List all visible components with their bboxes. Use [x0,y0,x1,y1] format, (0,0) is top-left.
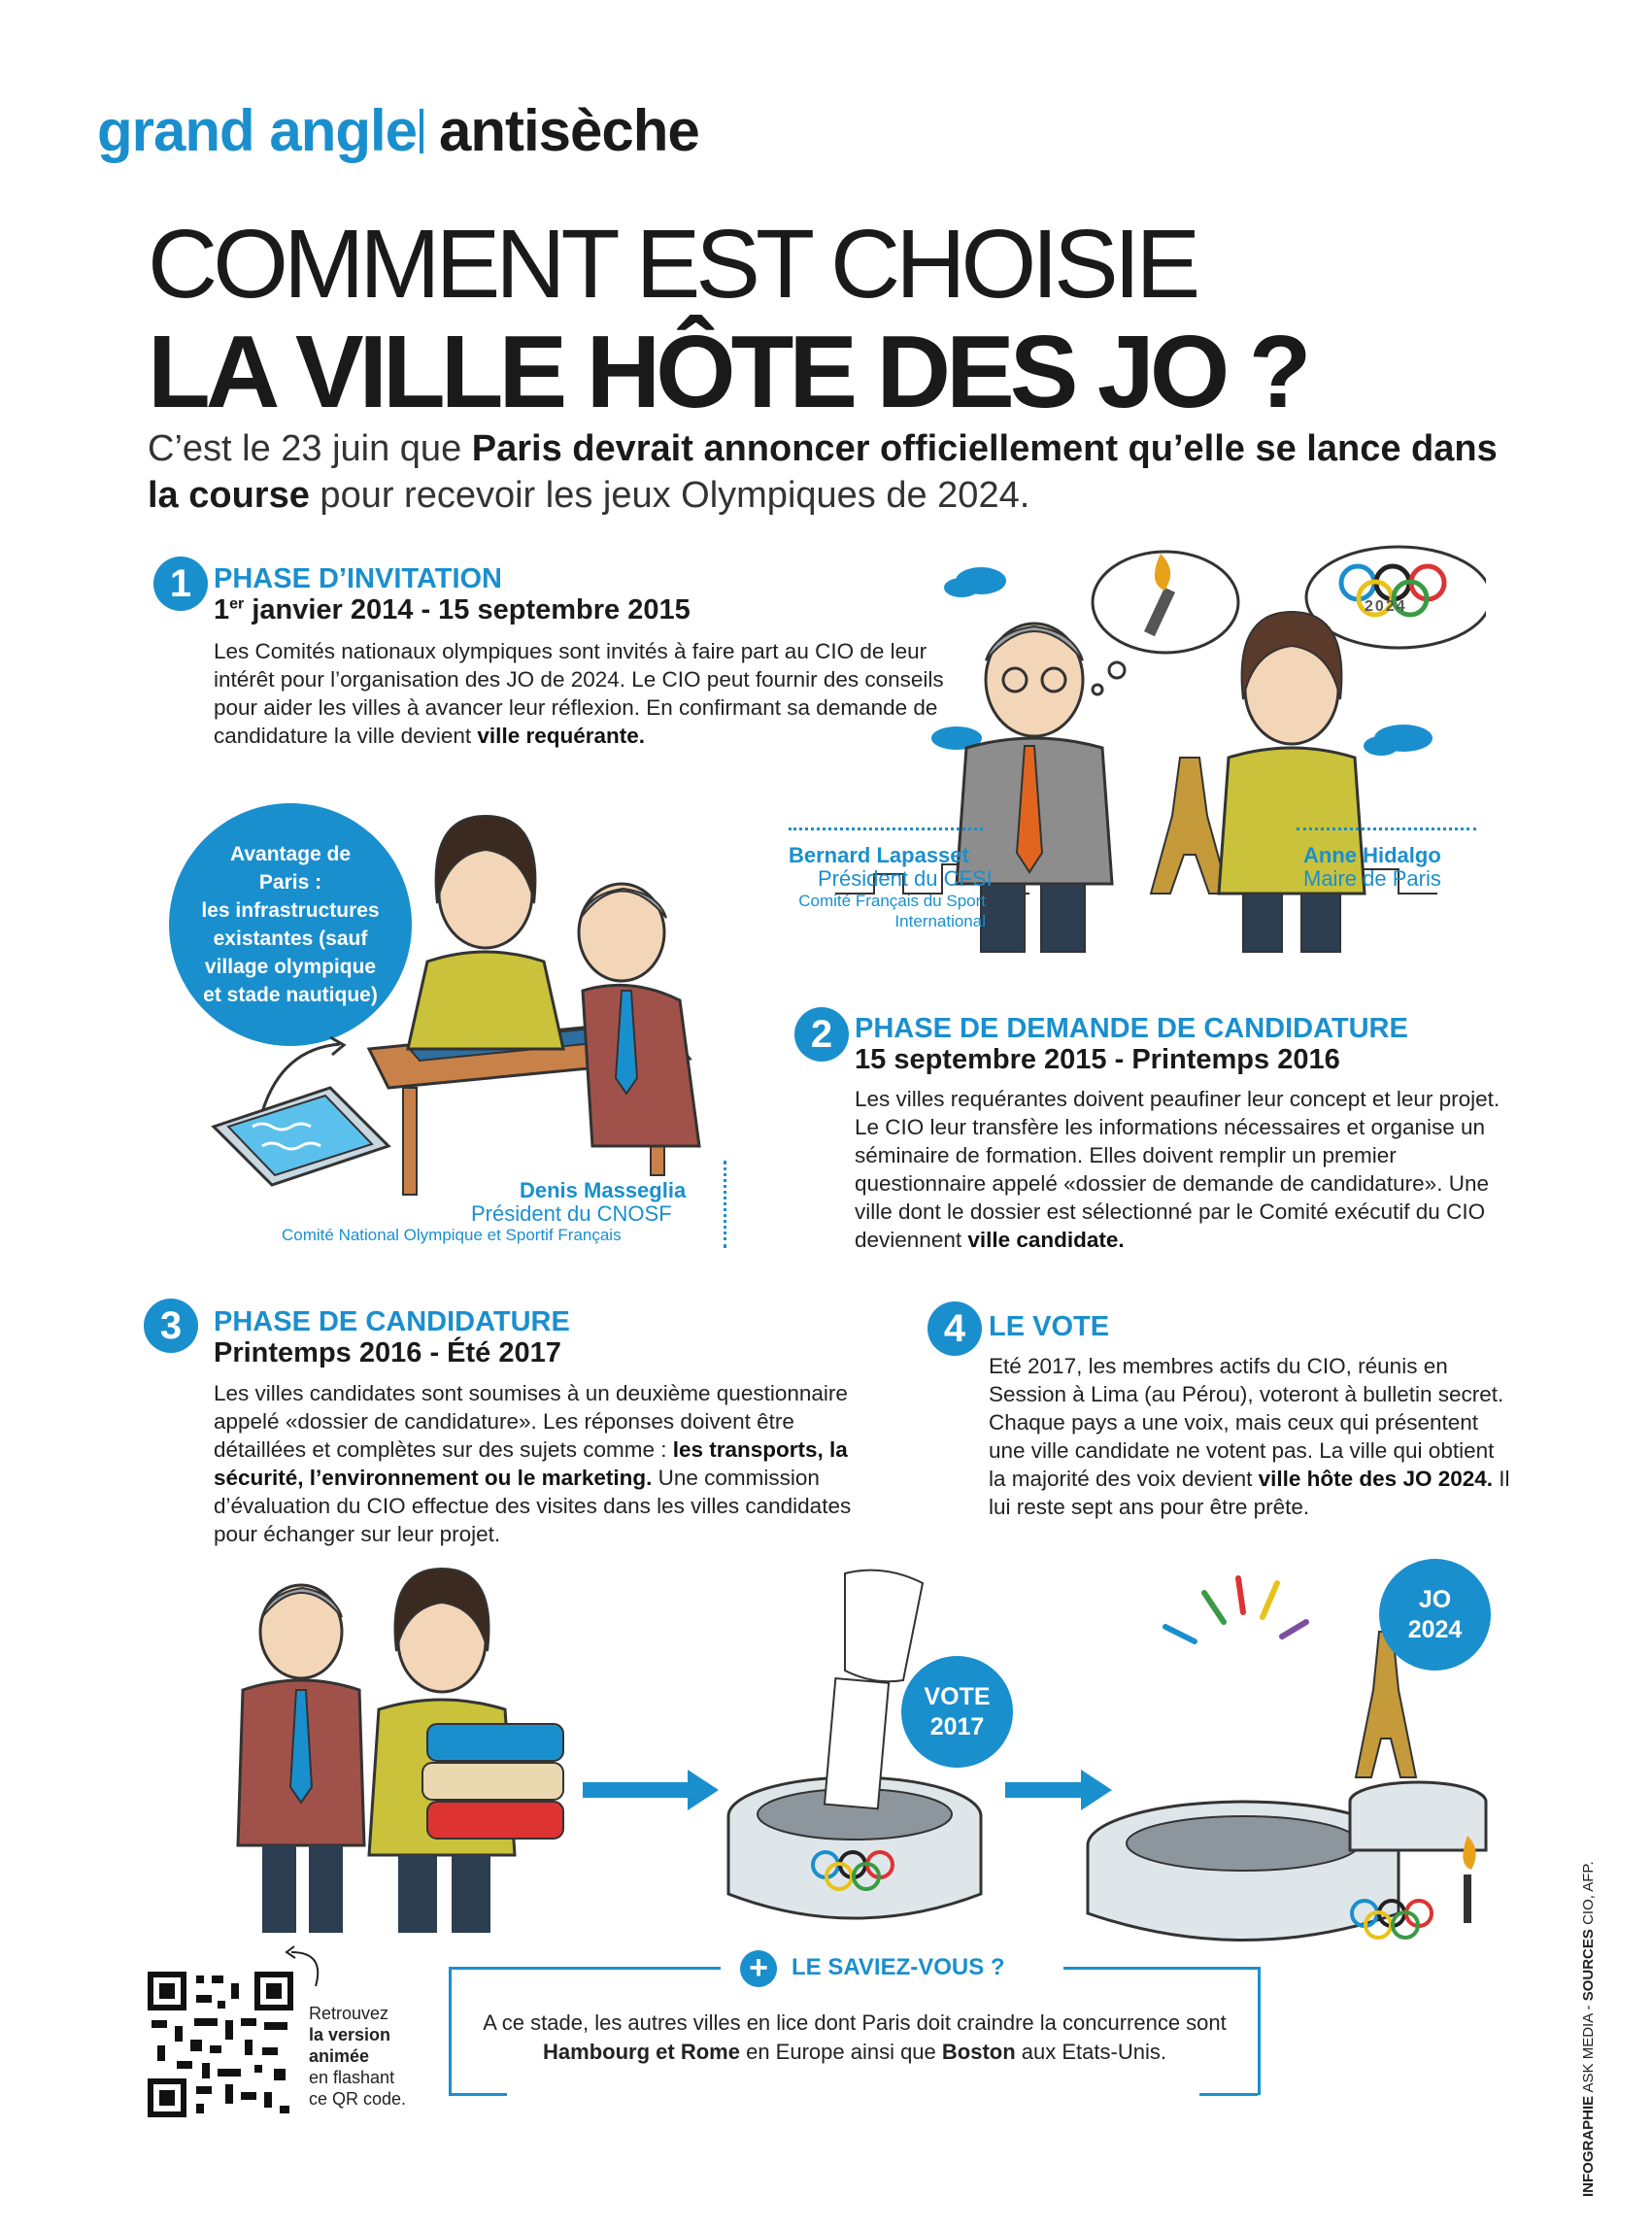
did-you-know-text3: aux Etats-Unis. [1015,2040,1166,2064]
rings-year: 2024 [1365,598,1407,615]
masseglia-figure [579,884,699,1146]
masseglia-org: Comité National Olympique et Sportif Français [282,1226,622,1244]
credit-text1: ASK MEDIA - [1580,2001,1597,2096]
curved-arrow-icon [277,1942,335,1991]
plus-icon: + [740,1950,777,1987]
arrow-right-icon [583,1770,719,1810]
intro-text: C’est le 23 juin que [148,428,472,469]
masseglia-desk-illustration [194,796,738,1204]
phase2-number-badge: 2 [794,1007,849,1062]
qr-caption-line3: animée [309,2046,370,2066]
swimming-pool-icon [214,1088,388,1185]
phase2-date: 15 septembre 2015 - Printemps 2016 [855,1044,1340,1075]
subsection-label: antisèche [439,98,699,163]
masseglia-dotted-line [724,1161,726,1248]
phase3-body [214,1379,884,1548]
phase1-title: PHASE D’INVITATION [214,563,502,594]
hidalgo-name: Anne Hidalgo [1303,843,1441,867]
jo-2024-badge [1379,1559,1491,1671]
lapasset-dotted-line [789,827,983,830]
phase2-body-text: Les villes requérantes doivent peaufiner leur concept et leur projet. Le CIO leur transfère les informations nécessaires et organise un séminaire de formation. Elles doivent remplir un premier questionnaire appelé «dossier de demande de candidature». Une ville dont le dossier est sélectionné par le Comité exécutif du CIO deviennent [855,1087,1500,1252]
did-you-know-top-right-line [1063,1967,1258,1970]
phase3-body-end: Une commission d’évaluation du CIO effectue des visites dans les villes candidates pour échanger sur leur projet. [214,1466,852,1546]
infographic-credit [1580,1861,1597,2197]
phase4-number-badge: 4 [927,1301,982,1356]
phase1-number-badge: 1 [153,557,208,611]
phase1-date-day: 1 [214,594,230,625]
qr-caption-line2: la version [309,2025,391,2044]
vote-2017-badge [901,1656,1013,1768]
intro-bold: Paris devrait annoncer officiellement qu’elle se lance dans la course [148,428,1498,516]
did-you-know-text [452,2009,1258,2067]
phase4-body-bold: ville hôte des JO 2024. [1258,1467,1494,1491]
credit-label2: SOURCES [1580,1929,1597,2002]
phase4-body-text: Eté 2017, les membres actifs du CIO, réunis en Session à Lima (au Pérou), voteront à bulletin secret. Chaque pays a une voix, mais ceux qui présentent une ville candidate ne votent pas. La ville qui obtient la majorité des voix devient [989,1354,1504,1491]
bottom-illustration [223,1554,1564,1952]
phase3-date: Printemps 2016 - Été 2017 [214,1337,561,1368]
phase2-body-bold: ville candidate. [967,1228,1125,1252]
page-title-line2: LA VILLE HÔTE DES JO ? [148,315,1307,429]
phase2-title: PHASE DE DEMANDE DE CANDIDATURE [855,1013,1408,1044]
arrow-right-icon [1005,1770,1112,1810]
credit-label1: INFOGRAPHIE [1580,2095,1597,2197]
qr-caption [309,2003,406,2110]
woman-with-files-figure [369,1569,563,1933]
did-you-know-text2: en Europe ainsi que [739,2040,942,2064]
phase2-body [855,1085,1515,1254]
advantage-title: Avantage de Paris : [229,843,352,894]
intro-paragraph [148,425,1507,519]
torch-icon [1144,554,1175,636]
section-label: grand angle [97,98,418,163]
qr-caption-line5: ce QR code. [309,2089,407,2109]
phase1-date-sup: er [229,595,245,613]
did-you-know-bold2: Boston [941,2040,1016,2064]
lapasset-org: Comité Français du Sport International [798,892,986,930]
qr-caption-line1: Retrouvez [309,2004,389,2023]
hidalgo-role: Maire de Paris [1303,866,1441,891]
hidalgo-figure [1219,612,1365,952]
phase3-title: PHASE DE CANDIDATURE [214,1306,570,1337]
vote-badge-line2: 2017 [929,1712,985,1740]
credit-text2: CIO, AFP. [1580,1861,1597,1930]
phase4-body-end: Il lui reste sept ans pour être prête. [989,1467,1510,1519]
page-title-line1: COMMENT EST CHOISIE [148,210,1197,319]
woman-figure [408,816,563,1049]
jo-badge-line1: JO [1418,1585,1452,1613]
did-you-know-bold1: Hambourg et Rome [543,2040,740,2064]
did-you-know-bottom-left-line [449,2093,507,2096]
hidalgo-dotted-line [1297,827,1476,830]
advantage-text: les infrastructures existantes (sauf village olympique et stade nautique) [201,899,380,1006]
phase4-title: LE VOTE [989,1311,1110,1342]
phase1-body-text: Les Comités nationaux olympiques sont invités à faire part au CIO de leur intérêt pour l’organisation des JO de 2024. Le CIO peut fournir des conseils pour aider les villes à avancer leur réflexion. En confirmant sa demande de candidature la ville devient [214,639,944,748]
files-stack-icon [422,1724,563,1839]
vote-badge-line1: VOTE [924,1682,991,1710]
jo-badge-line2: 2024 [1407,1615,1463,1643]
man-figure [238,1585,364,1933]
phase1-date-rest: janvier 2014 - 15 septembre 2015 [244,594,691,625]
eiffel-tower-icon [1151,758,1229,894]
did-you-know-top-left-line [449,1967,721,1970]
did-you-know-title: LE SAVIEZ-VOUS ? [792,1954,1005,1980]
lapasset-name: Bernard Lapasset [789,843,969,867]
qr-code[interactable] [148,1972,293,2117]
phase3-body-text: Les villes candidates sont soumises à un deuxième questionnaire appelé «dossier de candidature». Les réponses doivent être détaillées et complètes sur des sujets comme : [214,1381,848,1462]
did-you-know-text1: A ce stade, les autres villes en lice dont Paris doit craindre la concurrence sont [483,2010,1227,2035]
phase3-number-badge: 3 [144,1299,198,1353]
masseglia-name: Denis Masseglia [520,1178,687,1202]
phase4-body [989,1352,1513,1521]
olympic-stadium-icon [1088,1782,1486,1941]
intro-text-end: pour recevoir les jeux Olympiques de 2024. [309,475,1030,516]
qr-caption-line4: en flashant [309,2068,395,2087]
header-divider [420,109,423,153]
lapasset-role: Président du CFSI [818,866,993,891]
phase1-body-bold: ville requérante. [477,724,645,748]
phase1-date [214,594,691,626]
did-you-know-bottom-right-line [1199,2093,1258,2096]
flame-icon [1463,1836,1475,1923]
phase3-body-bold: les transports, la sécurité, l’environnement ou le marketing. [214,1437,848,1490]
masseglia-role: Président du CNOSF [471,1201,672,1226]
fireworks-icon [1165,1578,1306,1641]
